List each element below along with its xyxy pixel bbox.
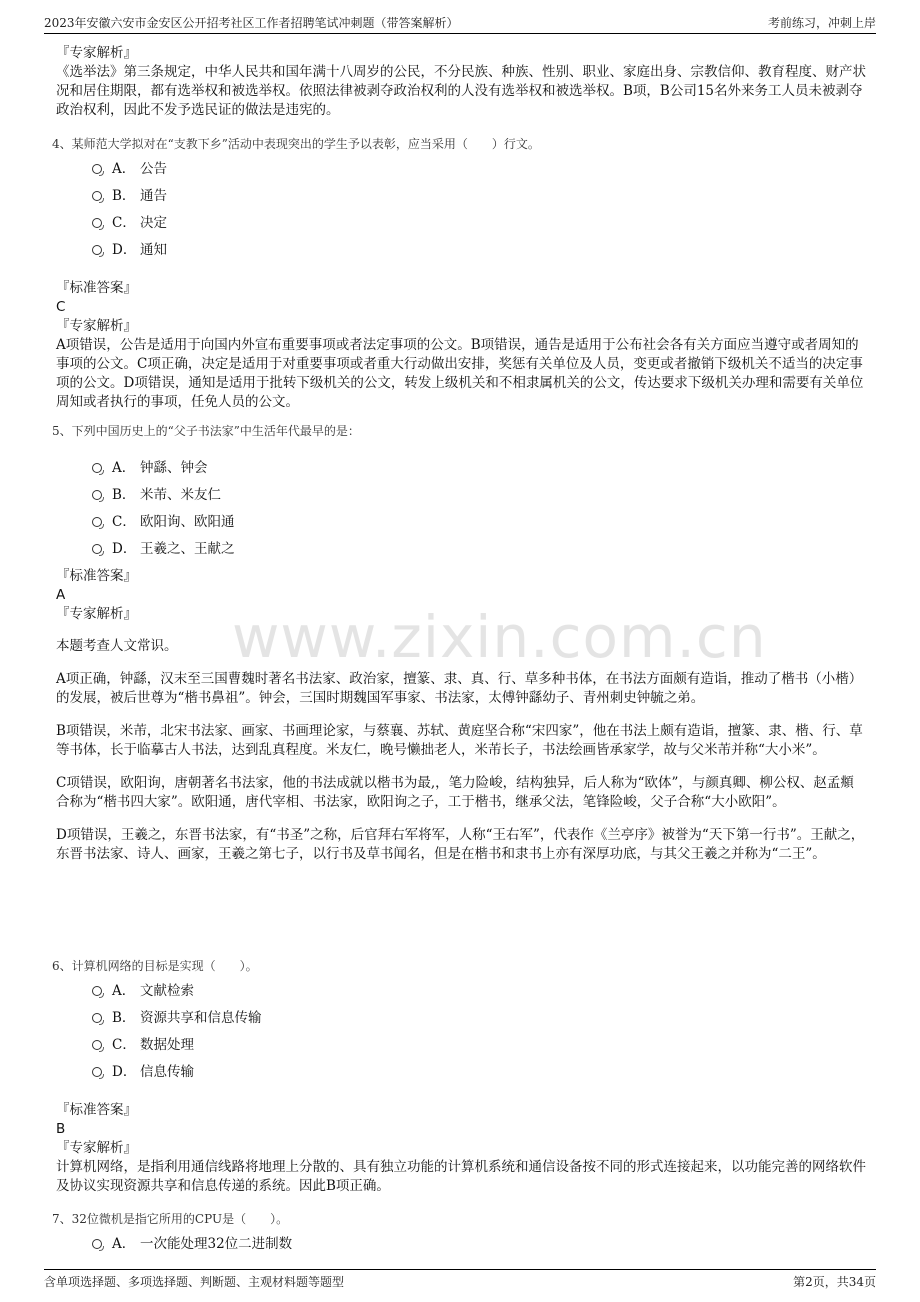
radio-icon[interactable]	[92, 164, 102, 174]
q5-option-b[interactable]: B． 米芾、米友仁	[92, 479, 235, 506]
q6-option-b[interactable]: B． 资源共享和信息传输	[92, 1002, 262, 1029]
q4-answer: C	[56, 299, 66, 315]
standard-answer-label: 『标准答案』	[56, 1102, 137, 1118]
radio-icon[interactable]	[92, 986, 102, 996]
watermark: www.zixin.com.cn	[232, 603, 767, 671]
q7-option-a[interactable]: A． 一次能处理32位二进制数	[92, 1228, 292, 1255]
radio-icon[interactable]	[92, 463, 102, 473]
q6-option-a[interactable]: A． 文献检索	[92, 975, 262, 1002]
radio-icon[interactable]	[92, 1239, 102, 1249]
footer-note: 含单项选择题、多项选择题、判断题、主观材料题等题型	[44, 1274, 345, 1289]
page-header	[44, 11, 876, 34]
q5-answer-block	[56, 567, 866, 878]
radio-icon[interactable]	[92, 490, 102, 500]
q5-option-a[interactable]: A． 钟繇、钟会	[92, 452, 235, 479]
expert-label: 『专家解析』	[56, 318, 137, 334]
q4-option-a[interactable]: A． 公告	[92, 153, 167, 180]
q4-stem: 4、某师范大学拟对在“支教下乡”活动中表现突出的学生予以表彰，应当采用（ ）行文。	[52, 137, 540, 151]
q6-answer: B	[56, 1121, 66, 1137]
q6-option-d[interactable]: D． 信息传输	[92, 1056, 262, 1083]
q5-stem: 5、下列中国历史上的“父子书法家”中生活年代最早的是：	[52, 424, 360, 438]
radio-icon[interactable]	[92, 191, 102, 201]
q5-options	[92, 452, 235, 560]
q7-options	[92, 1228, 292, 1255]
q5-analysis-p4: C项错误，欧阳询，唐朝著名书法家，他的书法成就以楷书为最,，笔力险峻，结构独异，后人称为“欧体”，与颜真卿、柳公权、赵孟頫合称为“楷书四大家”。欧阳通，唐代宰相、书法家，欧阳询之子，工于楷书，继承父法，笔锋险峻，父子合称“大小欧阳”。	[56, 775, 854, 810]
q3-analysis-block	[56, 44, 866, 120]
page-footer	[44, 1269, 876, 1292]
expert-label: 『专家解析』	[56, 1140, 137, 1156]
expert-label: 『专家解析』	[56, 606, 137, 622]
radio-icon[interactable]	[92, 218, 102, 228]
header-slogan: 考前练习，冲刺上岸	[767, 15, 876, 30]
q6-options	[92, 975, 262, 1083]
q3-analysis-text: 《选举法》第三条规定，中华人民共和国年满十八周岁的公民，不分民族、种族、性别、职业、家庭出身、宗教信仰、教育程度、财产状况和居住期限，都有选举权和被选举权。依照法律被剥夺政治权利的人没有选举权和被选举权。B项，B公司15名外来务工人员未被剥夺政治权利，因此不发予选民证的做法是违宪的。	[56, 64, 866, 118]
expert-label: 『专家解析』	[56, 45, 137, 61]
q4-analysis-text: A项错误，公告是适用于向国内外宣布重要事项或者法定事项的公文。B项错误，通告是适用于公布社会各有关方面应当遵守或者周知的事项的公文。C项正确，决定是适用于对重要事项或者重大行动做出安排，奖惩有关单位及人员，变更或者撤销下级机关不适当的决定事项的公文。D项错误，通知是适用于批转下级机关的公文，转发上级机关和不相隶属机关的公文，传达要求下级机关办理和需要有关单位周知或者执行的事项，任免人员的公文。	[56, 337, 864, 410]
radio-icon[interactable]	[92, 1040, 102, 1050]
radio-icon[interactable]	[92, 1013, 102, 1023]
q4-option-d[interactable]: D． 通知	[92, 234, 167, 261]
radio-icon[interactable]	[92, 517, 102, 527]
radio-icon[interactable]	[92, 544, 102, 554]
q5-analysis-p3: B项错误，米芾，北宋书法家、画家、书画理论家，与蔡襄、苏轼、黄庭坚合称“宋四家”，他在书法上颇有造诣，擅篆、隶、楷、行、草等书体，长于临摹古人书法，达到乱真程度。米友仁，晚号懒拙老人，米芾长子，书法绘画皆承家学，故与父米芾并称“大小米”。	[56, 723, 863, 758]
q4-answer-block	[56, 279, 866, 412]
page-number: 第2页，共34页	[793, 1274, 876, 1289]
standard-answer-label: 『标准答案』	[56, 280, 137, 296]
q5-analysis-p5: D项错误，王羲之，东晋书法家，有“书圣”之称，后官拜右军将军，人称“王右军”，代表作《兰亭序》被誉为“天下第一行书”。王献之，东晋书法家、诗人、画家，王羲之第七子，以行书及草书闻名，但是在楷书和隶书上亦有深厚功底，与其父王羲之并称为“二王”。	[56, 827, 865, 862]
q4-option-c[interactable]: C． 决定	[92, 207, 167, 234]
q6-answer-block	[56, 1101, 866, 1196]
radio-icon[interactable]	[92, 245, 102, 255]
q6-analysis-text: 计算机网络，是指利用通信线路将地理上分散的、具有独立功能的计算机系统和通信设备按不同的形式连接起来，以功能完善的网络软件及协议实现资源共享和信息传递的系统。因此B项正确。	[56, 1159, 866, 1194]
q5-option-c[interactable]: C． 欧阳询、欧阳通	[92, 506, 235, 533]
q7-stem: 7、32位微机是指它所用的CPU是（ ）。	[52, 1212, 289, 1226]
q5-analysis-p1: 本题考查人文常识。	[56, 638, 178, 654]
q5-option-d[interactable]: D． 王羲之、王献之	[92, 533, 235, 560]
q5-answer: A	[56, 587, 66, 603]
radio-icon[interactable]	[92, 1067, 102, 1077]
standard-answer-label: 『标准答案』	[56, 568, 137, 584]
q6-stem: 6、计算机网络的目标是实现（ ）。	[52, 959, 258, 973]
q5-analysis	[56, 637, 866, 864]
q5-analysis-p2: A项正确，钟繇，汉末至三国曹魏时著名书法家、政治家，擅篆、隶、真、行、草多种书体，在书法方面颇有造诣，推动了楷书（小楷）的发展，被后世尊为“楷书鼻祖”。钟会，三国时期魏国军事家、书法家，太傅钟繇幼子、青州刺史钟毓之弟。	[56, 671, 863, 706]
q4-options	[92, 153, 167, 261]
q6-option-c[interactable]: C． 数据处理	[92, 1029, 262, 1056]
document-title: 2023年安徽六安市金安区公开招考社区工作者招聘笔试冲刺题（带答案解析）	[44, 15, 459, 30]
q4-option-b[interactable]: B． 通告	[92, 180, 167, 207]
